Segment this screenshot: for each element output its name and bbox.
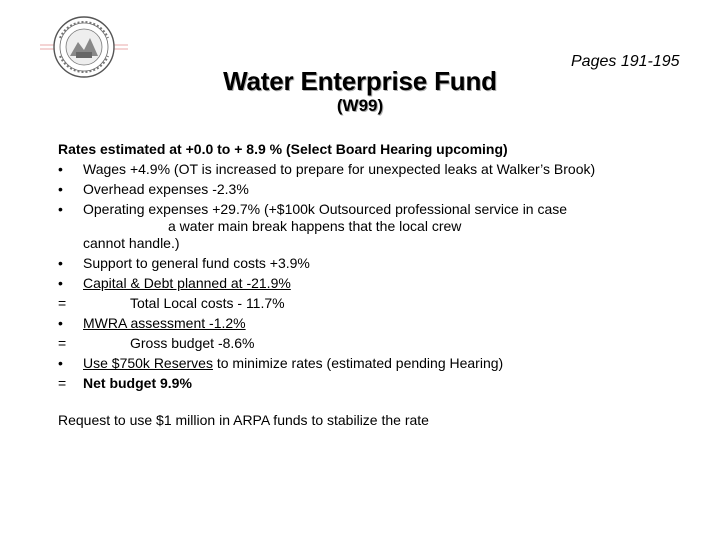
overhead-text: Overhead expenses -2.3% (83, 181, 249, 197)
list-item-wages (58, 161, 618, 178)
gross-text: Gross budget -8.6% (130, 335, 255, 351)
operating-line-3: cannot handle.) (83, 235, 180, 251)
bullet-mark: • (58, 181, 63, 197)
equals-mark: = (58, 335, 67, 351)
page-subtitle: (W99) (336, 96, 384, 115)
bullet-mark: • (58, 275, 63, 291)
capital-text: Capital & Debt planned at -21.9% (83, 275, 291, 291)
slide-content (58, 141, 618, 429)
equals-mark: = (58, 375, 67, 391)
request-text: Request to use $1 million in ARPA funds to stabilize the rate (58, 412, 429, 428)
total-local-text: Total Local costs - 11.7% (130, 295, 285, 311)
list-item-total-local (58, 295, 618, 312)
list-item-overhead (58, 181, 618, 198)
page-title: Water Enterprise Fund (223, 66, 497, 96)
list-item-mwra (58, 315, 618, 332)
page-range: Pages 191-195 (571, 53, 680, 70)
bullet-mark: • (58, 255, 63, 271)
list-item-net (58, 375, 618, 392)
list-item-support (58, 255, 618, 272)
bullet-mark: • (58, 201, 63, 217)
equals-mark: = (58, 295, 67, 311)
operating-line-2: a water main break happens that the local crew (168, 218, 462, 234)
mwra-text: MWRA assessment -1.2% (83, 315, 246, 331)
list-item-reserves (58, 355, 618, 372)
support-text: Support to general fund costs +3.9% (83, 255, 310, 271)
reserves-underlined: Use $750k Reserves (83, 355, 213, 371)
list-item-operating (58, 201, 618, 252)
reserves-text (83, 355, 618, 372)
wages-text: Wages +4.9% (OT is increased to prepare for unexpected leaks at Walker’s Brook) (83, 161, 596, 177)
bullet-mark: • (58, 355, 63, 371)
bullet-mark: • (58, 161, 63, 177)
rates-heading: Rates estimated at +0.0 to + 8.9 % (Select Board Hearing upcoming) (58, 141, 508, 157)
list-item-gross (58, 335, 618, 352)
operating-line-1: Operating expenses +29.7% (+$100k Outsourced professional service in case (83, 201, 568, 217)
bullet-mark: • (58, 315, 63, 331)
operating-text (83, 201, 618, 252)
reserves-rest: to minimize rates (estimated pending Hearing) (212, 355, 504, 371)
net-text: Net budget 9.9% (83, 375, 192, 391)
list-item-capital (58, 275, 618, 292)
